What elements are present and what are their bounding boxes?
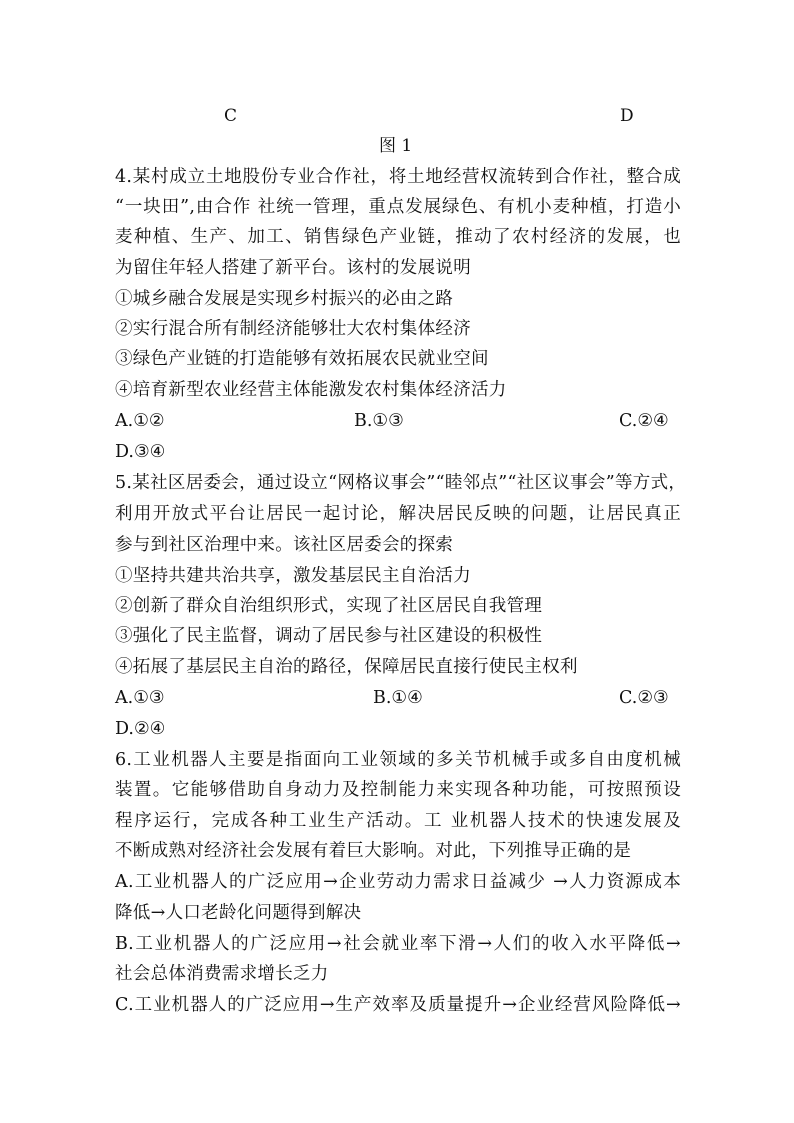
q4-stem-line-4: 为留住年轻人搭建了新平台。该村的发展说明 (115, 258, 471, 278)
q4-statement-3: ③绿色产业链的打造能够有效拓展农民就业空间 (115, 349, 489, 369)
figure-label-c: C (224, 106, 238, 126)
q4-option-d[interactable]: D.③④ (115, 442, 166, 462)
q6-stem-line-3: 程序运行，完成各种工业生产活动。工 业机器人技术的快速发展及 (115, 811, 681, 831)
q4-statement-1: ①城乡融合发展是实现乡村振兴的必由之路 (115, 289, 454, 309)
q5-option-a[interactable]: A.①③ (115, 688, 165, 708)
q4-statement-2: ②实行混合所有制经济能够壮大农村集体经济 (115, 319, 471, 339)
q6-choice-a-line-2[interactable]: 降低→人口老龄化问题得到解决 (115, 903, 362, 923)
q6-choice-b-line-1[interactable]: B.工业机器人的广泛应用→社会就业率下滑→人们的收入水平降低→ (115, 934, 681, 954)
q4-option-b[interactable]: B.①③ (354, 411, 404, 431)
q5-option-d[interactable]: D.②④ (115, 719, 166, 739)
q4-option-a[interactable]: A.①② (115, 411, 165, 431)
q4-option-c[interactable]: C.②④ (619, 411, 669, 431)
q4-stem-line-1: 4.某村成立土地股份专业合作社，将土地经营权流转到合作社，整合成 (115, 167, 681, 187)
q6-stem-line-2: 装置。它能够借助自身动力及控制能力来实现各种功能，可按照预设 (115, 780, 681, 800)
q6-stem-line-4: 不断成熟对经济社会发展有着巨大影响。对此，下列推导正确的是 (115, 841, 632, 861)
q4-statement-4: ④培育新型农业经营主体能激发农村集体经济活力 (115, 380, 507, 400)
q6-stem-line-1: 6.工业机器人主要是指面向工业领域的多关节机械手或多自由度机械 (115, 750, 681, 770)
q6-choice-a-line-1[interactable]: A.工业机器人的广泛应用→企业劳动力需求日益减少 →人力资源成本 (115, 872, 681, 892)
q5-stem-line-3: 参与到社区治理中来。该社区居委会的探索 (115, 535, 454, 555)
q5-statement-3: ③强化了民主监督，调动了居民参与社区建设的积极性 (115, 626, 543, 646)
q4-stem-line-2: “一块田”,由合作 社统一管理，重点发展绿色、有机小麦种植，打造小 (115, 197, 681, 217)
q6-choice-c-line-1[interactable]: C.工业机器人的广泛应用→生产效率及质量提升→企业经营风险降低→ (115, 995, 681, 1015)
q5-statement-4: ④拓展了基层民主自治的路径，保障居民直接行使民主权利 (115, 657, 578, 677)
q5-option-b[interactable]: B.①④ (373, 688, 423, 708)
q5-stem-line-2: 利用开放式平台让居民一起讨论，解决居民反映的问题，让居民真正 (115, 504, 681, 524)
q5-statement-1: ①坚持共建共治共享，激发基层民主自治活力 (115, 566, 471, 586)
q6-choice-b-line-2[interactable]: 社会总体消费需求增长乏力 (115, 964, 329, 984)
q4-stem-line-3: 麦种植、生产、加工、销售绿色产业链，推动了农村经济的发展，也 (115, 227, 681, 247)
q5-stem-line-1: 5.某社区居委会，通过设立“网格议事会”“睦邻点”“社区议事会”等方式， (115, 473, 687, 493)
figure-label-d: D (620, 106, 634, 126)
q5-statement-2: ②创新了群众自治组织形式，实现了社区居民自我管理 (115, 596, 543, 616)
figure-caption: 图 1 (379, 136, 413, 156)
q5-option-c[interactable]: C.②③ (619, 688, 669, 708)
